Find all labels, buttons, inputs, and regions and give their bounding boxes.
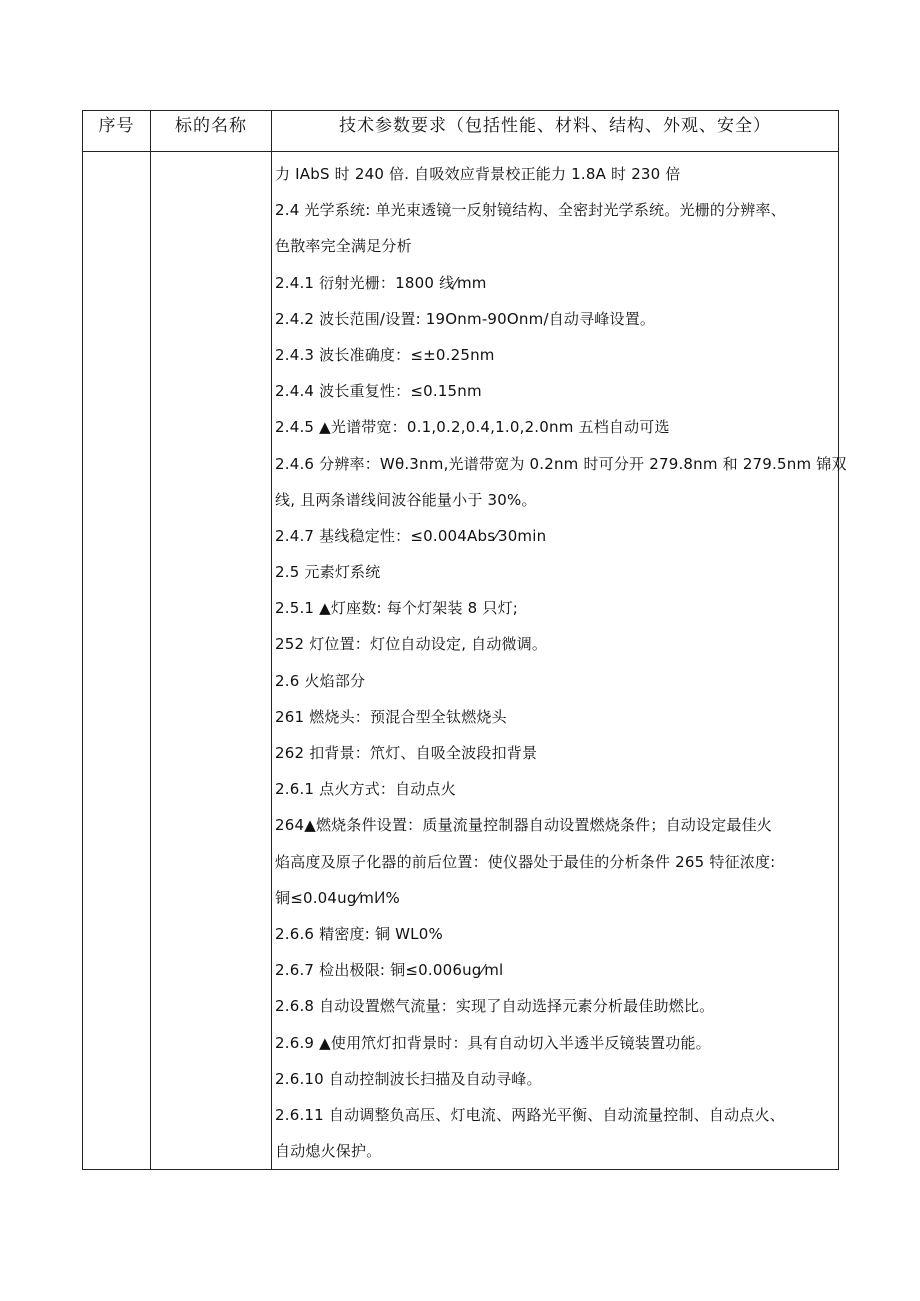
table-header-row	[83, 111, 839, 152]
spec-table	[82, 110, 847, 1170]
spec-line: 2.4.7 基线稳定性：≤0.004Abs⁄30min	[275, 526, 547, 545]
spec-line: 2.5 元素灯系统	[275, 563, 381, 582]
spec-line: 2.6.8 自动设置燃气流量：实现了自动选择元素分析最佳助燃比。	[275, 997, 715, 1016]
spec-line: 2.4.4 波长重复性：≤0.15nm	[275, 382, 482, 401]
spec-line: 2.5.1 ▲灯座数: 每个灯架装 8 只灯;	[275, 599, 519, 618]
cell-name	[151, 152, 272, 1170]
spec-line: 2.4.3 波长准确度：≤±0.25nm	[275, 345, 495, 364]
spec-line: 2.4.5 ▲光谱带宽：0.1,0.2,0.4,1.0,2.0nm 五档自动可选	[275, 418, 670, 437]
requirements-text	[272, 152, 847, 1169]
cell-index	[83, 152, 151, 1170]
header-index: 序号	[83, 111, 151, 152]
spec-line: 焰高度及原子化器的前后位置：使仪器处于最佳的分析条件 265 特征浓度:	[275, 852, 776, 871]
spec-line: 2.6 火焰部分	[275, 671, 366, 690]
spec-line: 2.6.6 精密度: 铜 WL0%	[275, 924, 443, 943]
spec-line: 252 灯位置：灯位自动设定, 自动微调。	[275, 635, 548, 654]
spec-line: 2.4 光学系统: 单光束透镜一反射镜结构、全密封光学系统。光栅的分辨率、	[275, 201, 786, 220]
spec-line: 261 燃烧头：预混合型全钛燃烧头	[275, 707, 507, 726]
spec-line: 线, 且两条谱线间波谷能量小于 30%。	[275, 490, 537, 509]
spec-line: 色散率完全满足分析	[275, 237, 412, 256]
table-row	[83, 152, 839, 1170]
spec-line: 2.6.9 ▲使用笊灯扣背景时：具有自动切入半透半反镜装置功能。	[275, 1033, 711, 1052]
spec-line: 2.6.1 点火方式：自动点火	[275, 780, 456, 799]
cell-requirements	[272, 152, 847, 1170]
spec-line: 铜≤0.04ug⁄ml⁄l%	[275, 888, 401, 907]
header-name: 标的名称	[151, 111, 272, 152]
spec-line: 力 IAbS 时 240 倍. 自吸效应背景校正能力 1.8A 时 230 倍	[275, 165, 681, 183]
spec-line: 262 扣背景：笊灯、自吸全波段扣背景	[275, 744, 538, 762]
spec-line: 2.4.1 衍射光栅：1800 线⁄mm	[275, 273, 487, 292]
spec-line: 2.6.10 自动控制波长扫描及自动寻峰。	[275, 1069, 542, 1088]
spec-line: 264▲燃烧条件设置：质量流量控制器自动设置燃烧条件；自动设定最佳火	[275, 816, 772, 835]
spec-line: 自动熄火保护。	[275, 1142, 382, 1161]
header-requirements: 技术参数要求（包括性能、材料、结构、外观、安全）	[272, 111, 839, 152]
spec-line: 2.6.11 自动调整负高压、灯电流、两路光平衡、自动流量控制、自动点火、	[275, 1105, 785, 1124]
spec-line: 2.4.6 分辨率：Wθ.3nm,光谱带宽为 0.2nm 时可分开 279.8nm 和 279.5nm 锦双	[275, 454, 847, 473]
spec-line: 2.6.7 检出极限: 铜≤0.006ug⁄ml	[275, 961, 504, 980]
spec-line: 2.4.2 波长范围/设置: 19Onm-90Onm/自动寻峰设置。	[275, 309, 656, 328]
